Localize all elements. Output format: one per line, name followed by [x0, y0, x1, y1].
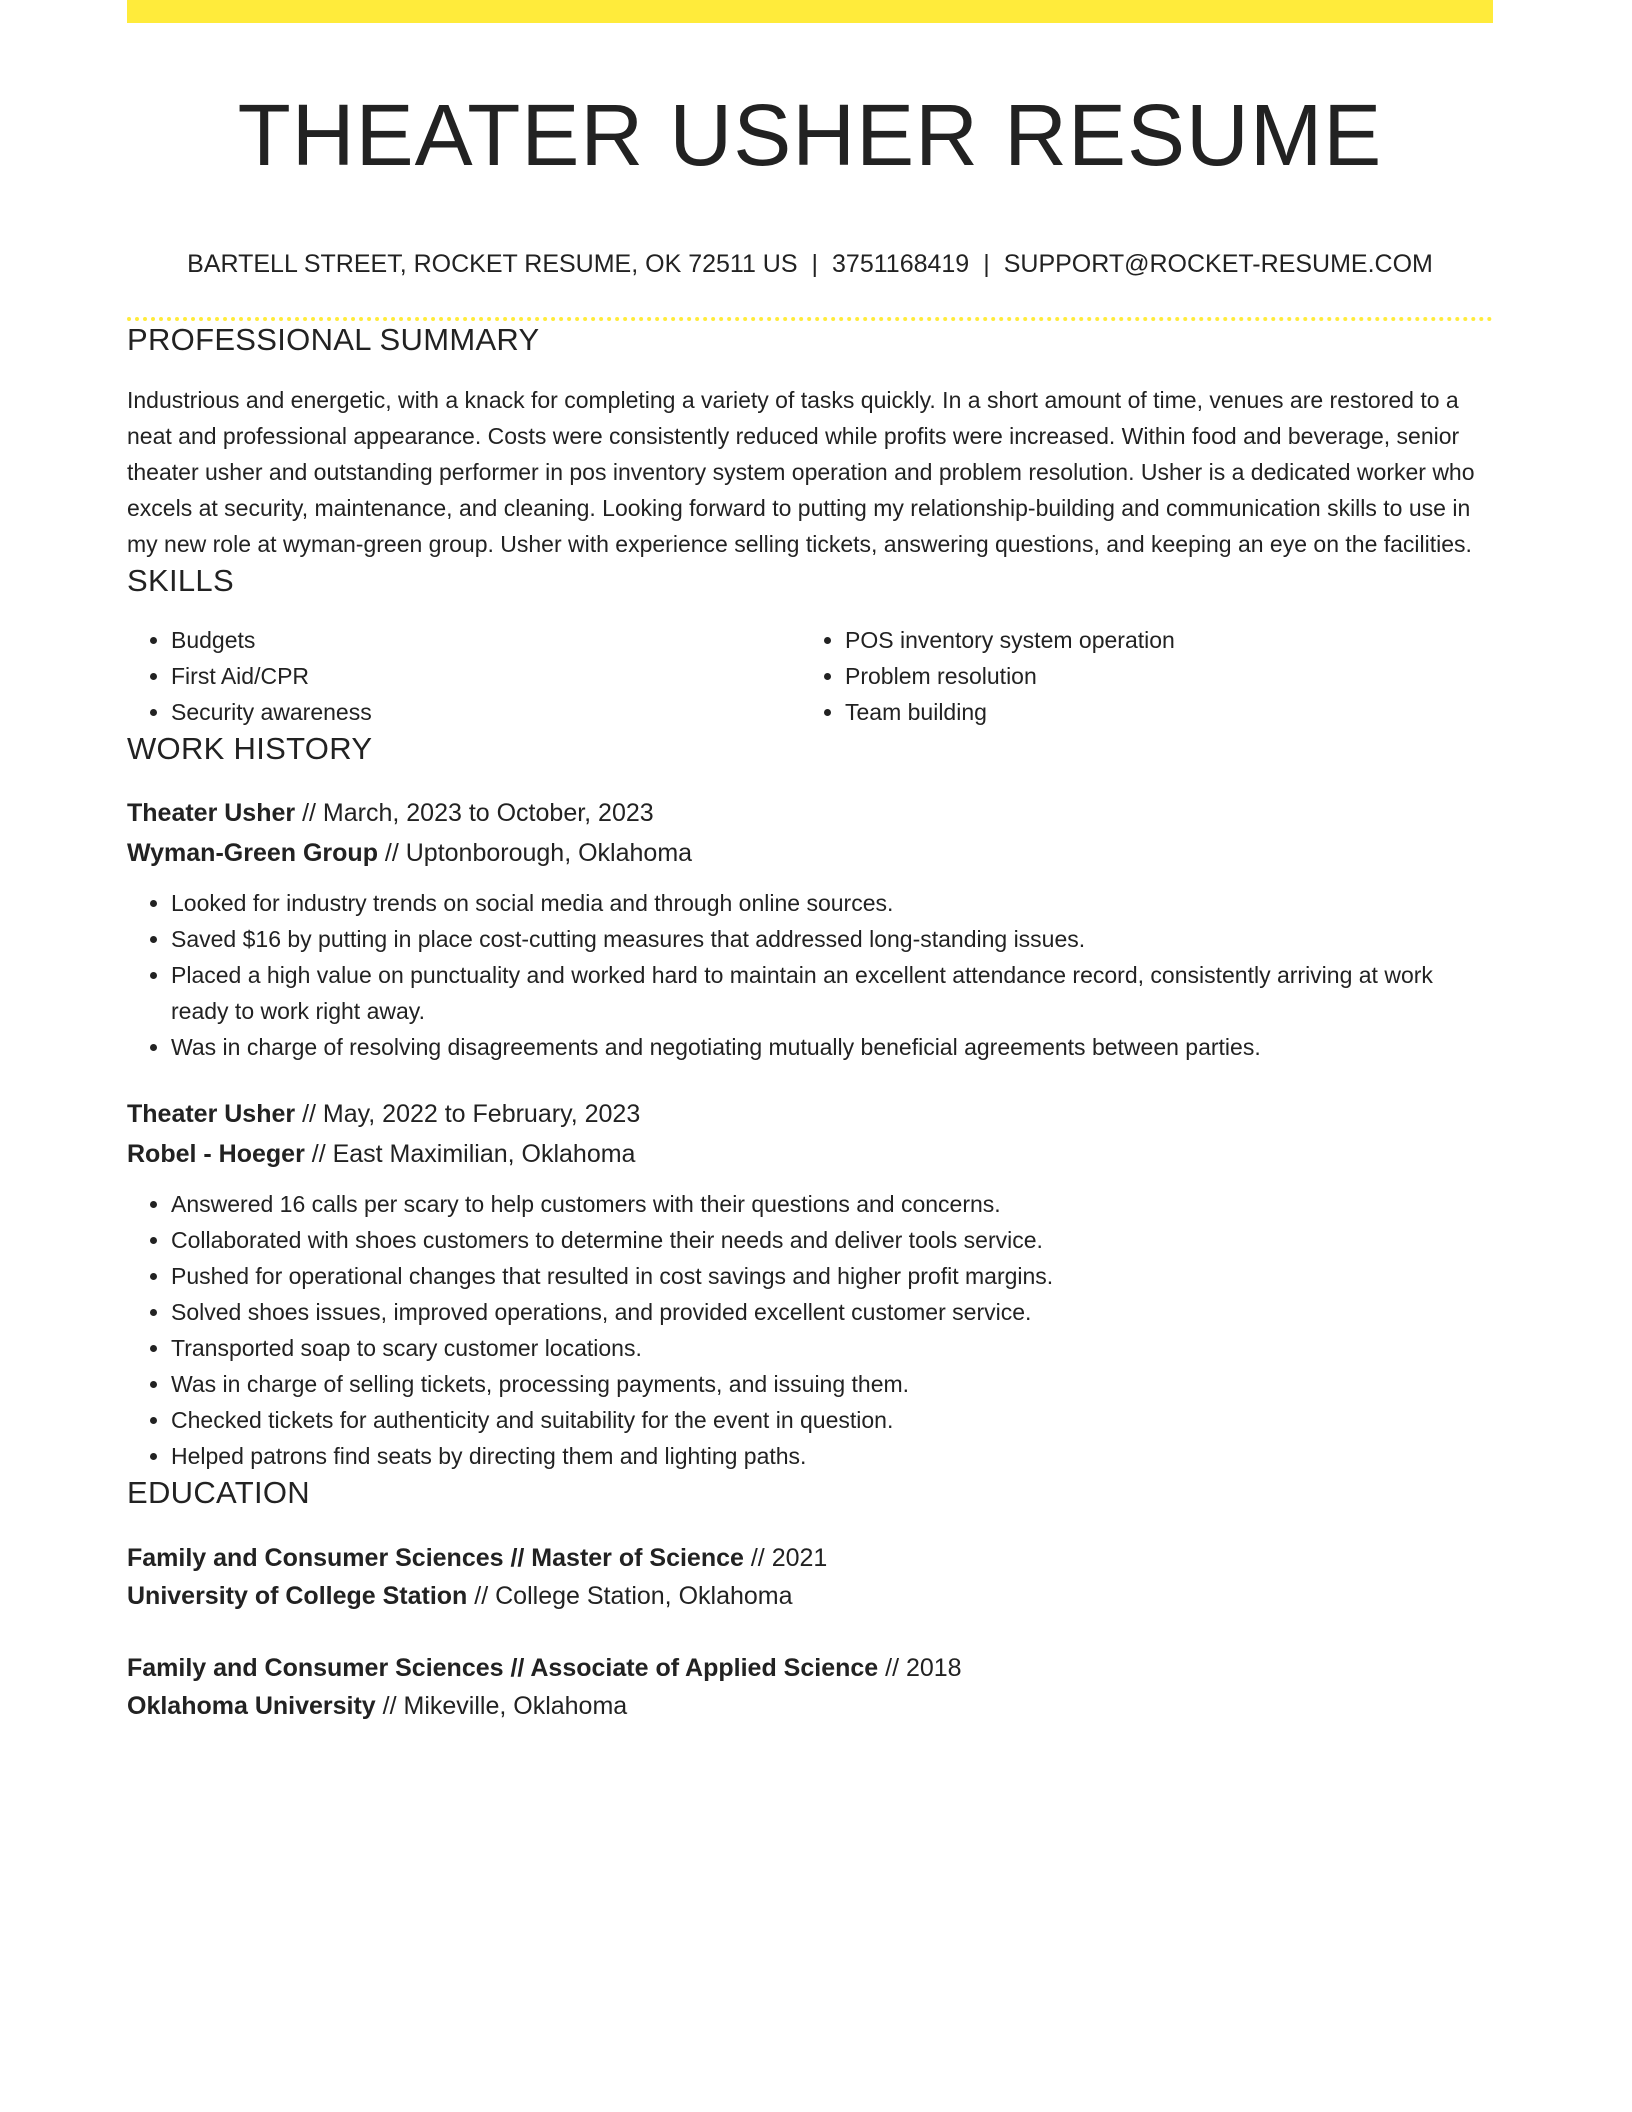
job-title-line [127, 1094, 1493, 1134]
contact-email: SUPPORT@ROCKET-RESUME.COM [1003, 250, 1433, 279]
education-heading: EDUCATION [127, 1475, 310, 1511]
job-bullet: • Was in charge of selling tickets, processing payments, and issuing them. [171, 1366, 1493, 1402]
job-bullet: • Checked tickets for authenticity and suitability for the event in question. [171, 1402, 1493, 1438]
skill-item: • Security awareness [171, 694, 801, 730]
skill-item: • First Aid/CPR [171, 658, 801, 694]
skills-columns [127, 622, 1493, 730]
skill-item: • Budgets [171, 622, 801, 658]
resume-title: THEATER USHER RESUME [237, 87, 1383, 184]
skill-item: • POS inventory system operation [845, 622, 1475, 658]
education-degree: Family and Consumer Sciences // Associate of Applied Science [127, 1653, 879, 1682]
education-year: // 2018 [878, 1653, 962, 1682]
job-bullets-2 [127, 1186, 1493, 1474]
job-title: Theater Usher [127, 799, 296, 828]
education-degree-line [127, 1649, 1493, 1687]
education-school-line [127, 1577, 1493, 1615]
contact-line [127, 248, 1493, 281]
job-company: Wyman-Green Group [127, 839, 378, 868]
job-dates: // March, 2023 to October, 2023 [295, 799, 654, 828]
education-school-line [127, 1687, 1493, 1725]
job-bullet: • Pushed for operational changes that resulted in cost savings and higher profit margins. [171, 1258, 1493, 1294]
job-dates: // May, 2022 to February, 2023 [295, 1100, 641, 1129]
skill-item: • Problem resolution [845, 658, 1475, 694]
job-company: Robel - Hoeger [127, 1140, 305, 1169]
education-school: Oklahoma University [127, 1691, 376, 1720]
job-bullet: • Looked for industry trends on social media and through online sources. [171, 885, 1493, 921]
job-bullet: • Solved shoes issues, improved operations, and provided excellent customer service. [171, 1294, 1493, 1330]
job-bullet: • Transported soap to scary customer locations. [171, 1330, 1493, 1366]
skills-list-right [801, 622, 1475, 730]
job-bullet: • Collaborated with shoes customers to determine their needs and deliver tools service. [171, 1222, 1493, 1258]
contact-address: BARTELL STREET, ROCKET RESUME, OK 72511 US [187, 250, 798, 279]
education-year: // 2021 [743, 1543, 828, 1572]
top-accent-bar [127, 0, 1493, 23]
contact-phone: 3751168419 [832, 250, 970, 279]
education-degree: Family and Consumer Sciences // Master of Science [127, 1543, 744, 1572]
job-bullet: • Was in charge of resolving disagreements and negotiating mutually beneficial agreements between parties. [171, 1029, 1493, 1065]
contact-separator: | [811, 250, 819, 279]
job-bullet: • Placed a high value on punctuality and worked hard to maintain an excellent attendance record, consistently arriving at work ready to work right away. [171, 957, 1493, 1029]
job-location: // Uptonborough, Oklahoma [377, 839, 693, 868]
education-location: // College Station, Oklahoma [467, 1581, 793, 1610]
resume-page [127, 0, 1493, 1725]
summary-heading: PROFESSIONAL SUMMARY [127, 321, 540, 357]
job-company-line [127, 833, 1493, 873]
education-location: // Mikeville, Oklahoma [375, 1691, 628, 1720]
summary-text: Industrious and energetic, with a knack for completing a variety of tasks quickly. In a short amount of time, venues are restored to a neat and professional appearance. Costs were consistently reduced while profits were increased. Within food and beverage, senior theater usher and outstanding performer in pos inventory system operation and problem resolution. Usher is a dedicated worker who excels at security, maintenance, and cleaning. Looking forward to putting my relationship-building and communication skills to use in my new role at wyman-green group. Usher with experience selling tickets, answering questions, and keeping an eye on the facilities. [127, 387, 1475, 558]
education-entry-2 [127, 1649, 1493, 1725]
skills-list-left [127, 622, 801, 730]
education-entry-1 [127, 1539, 1493, 1615]
skill-item: • Team building [845, 694, 1475, 730]
job-title: Theater Usher [127, 1100, 296, 1129]
contact-separator: | [983, 250, 990, 279]
job-location: // East Maximilian, Oklahoma [304, 1140, 636, 1169]
job-entry-1 [127, 793, 1493, 873]
skills-heading: SKILLS [127, 563, 234, 599]
education-degree-line [127, 1539, 1493, 1577]
job-bullet: • Answered 16 calls per scary to help customers with their questions and concerns. [171, 1186, 1493, 1222]
job-title-line [127, 793, 1493, 833]
work-history-heading: WORK HISTORY [127, 731, 373, 767]
education-school: University of College Station [127, 1581, 468, 1610]
job-entry-2 [127, 1094, 1493, 1174]
job-company-line [127, 1134, 1493, 1174]
job-bullets-1 [127, 885, 1493, 1065]
job-bullet: • Helped patrons find seats by directing them and lighting paths. [171, 1438, 1493, 1474]
job-bullet: • Saved $16 by putting in place cost-cutting measures that addressed long-standing issues. [171, 921, 1493, 957]
